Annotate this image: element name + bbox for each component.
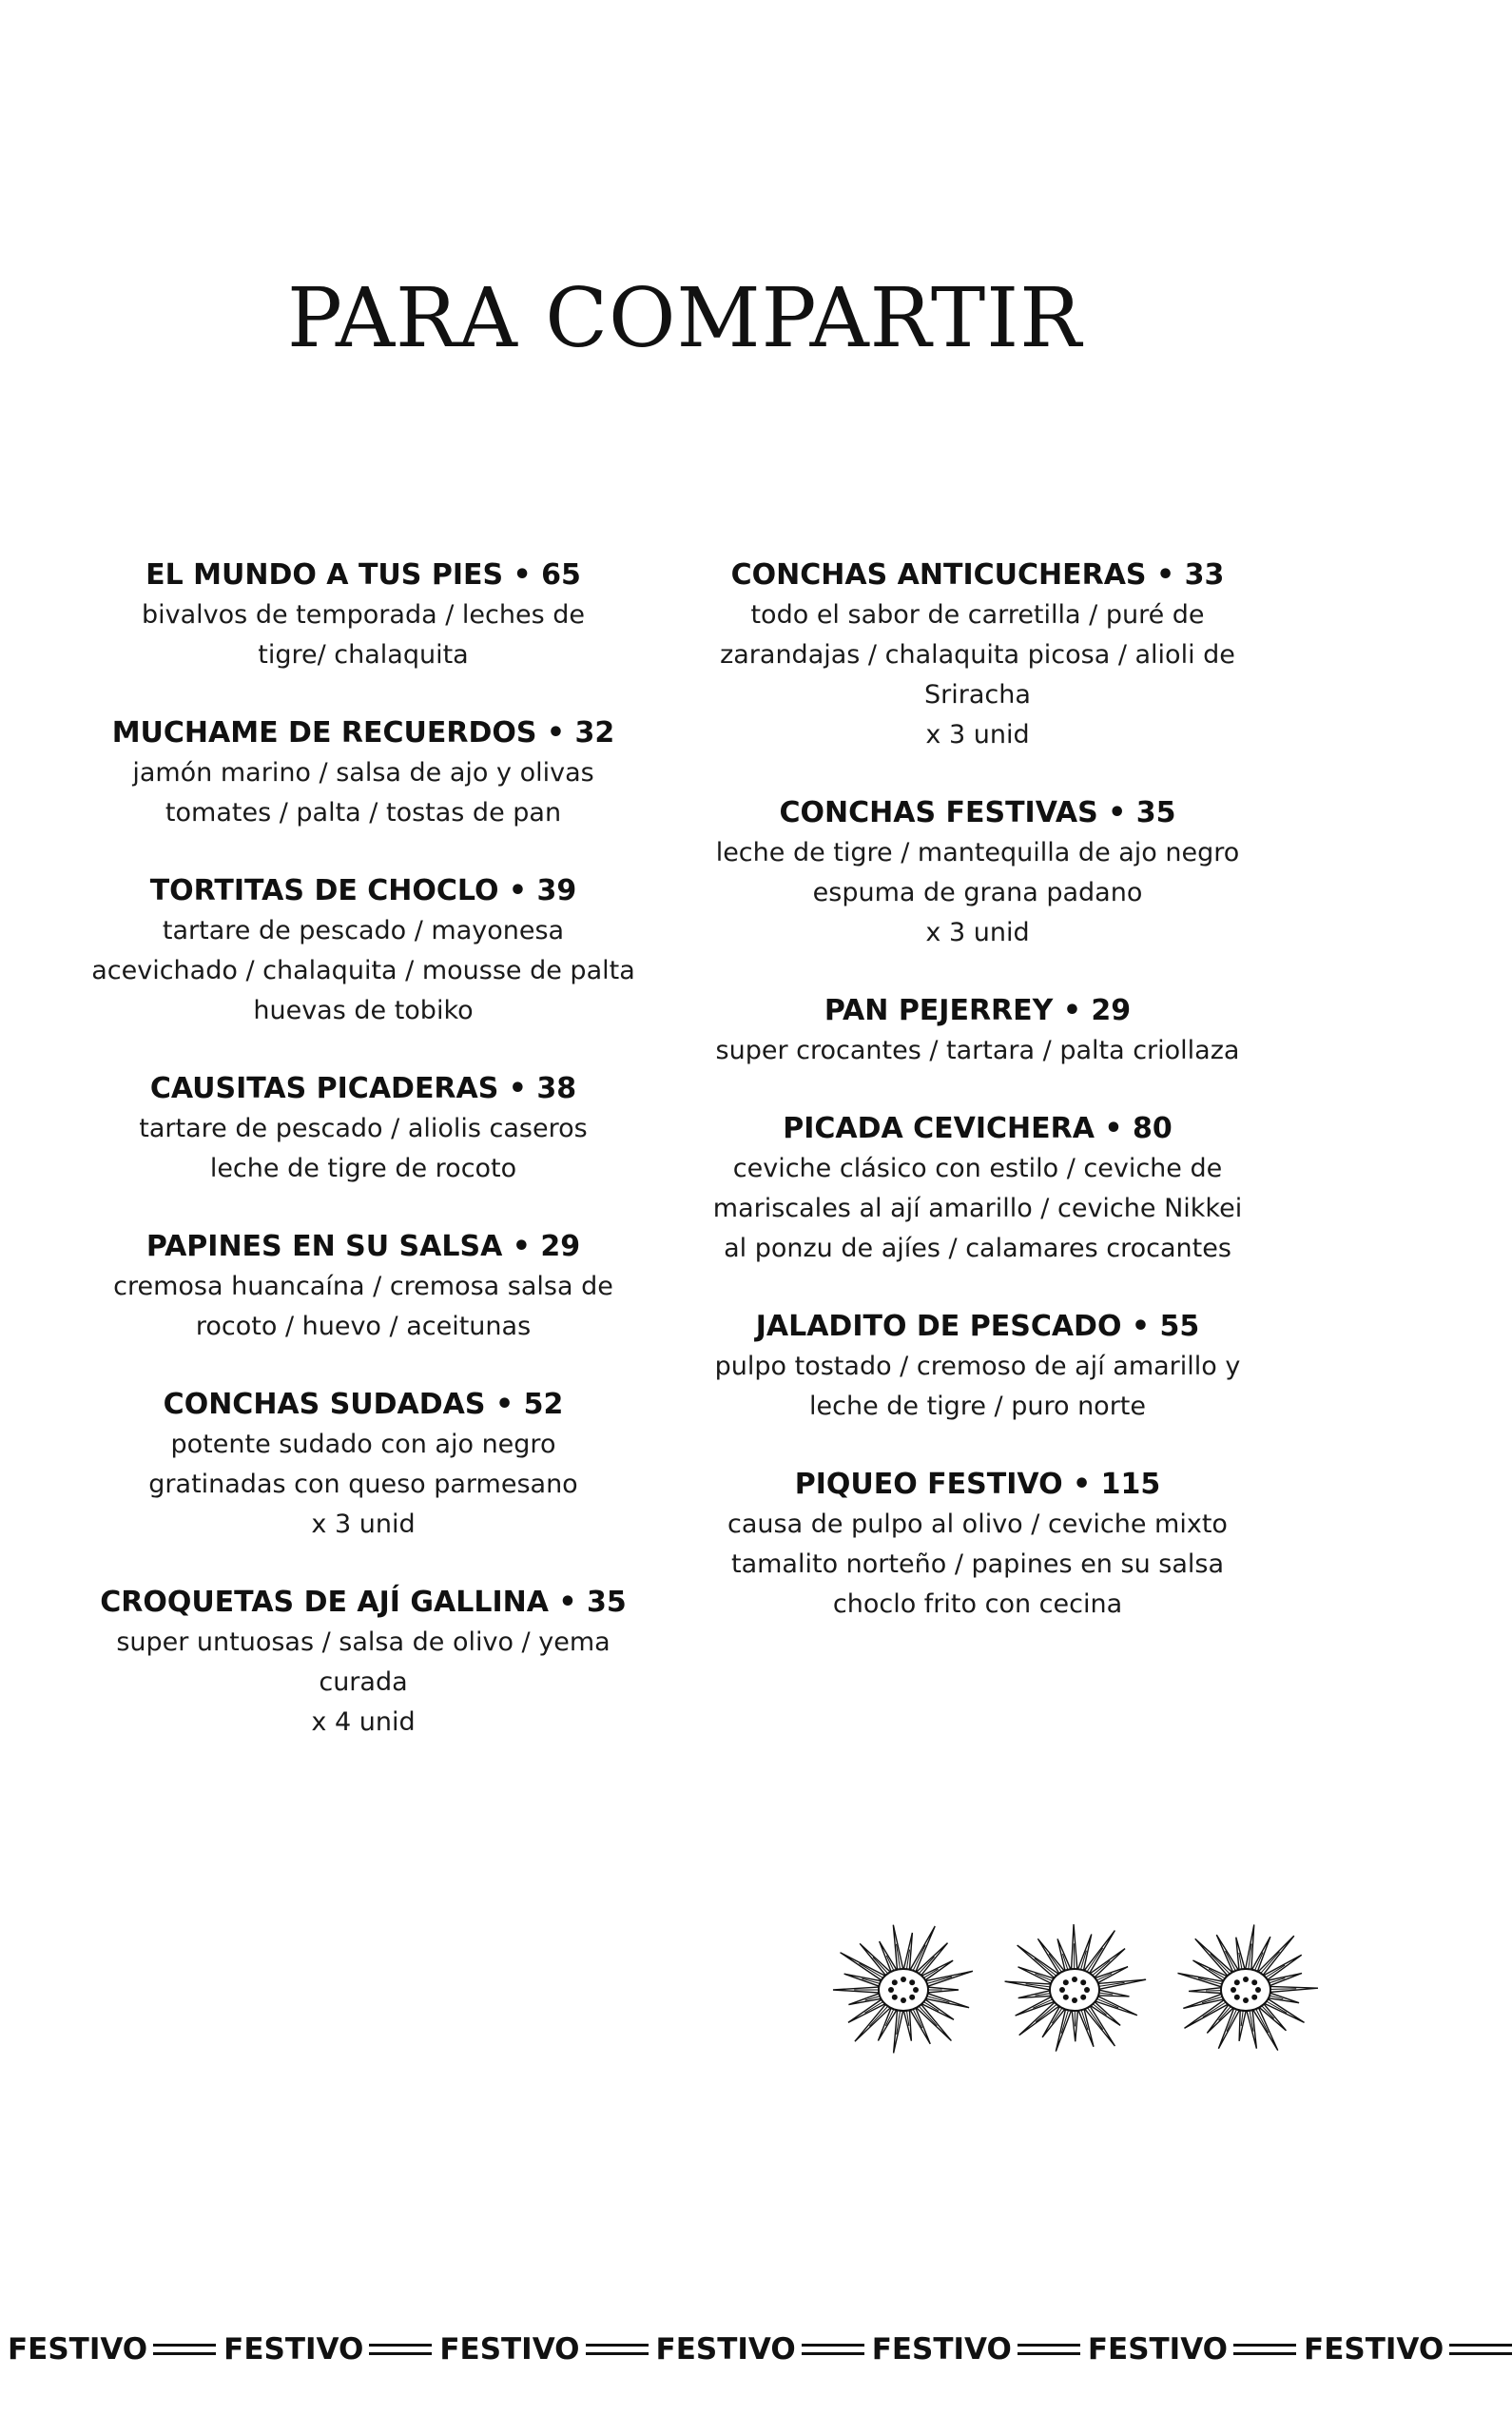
menu-item (683, 1307, 1272, 1427)
menu-item (68, 1583, 658, 1743)
menu-item-title: CAUSITAS PICADERAS • 38 (149, 1072, 577, 1105)
footer-word-festivo: FESTIVO (8, 2332, 148, 2367)
urchin-spine (1245, 1924, 1253, 1971)
menu-item-title: JALADITO DE PESCADO • 55 (755, 1310, 1200, 1343)
menu-item-title: PIQUEO FESTIVO • 115 (794, 1468, 1161, 1501)
menu-item-description: super crocantes / tartara / palta criollaza (715, 1036, 1240, 1065)
urchin-texture-dot (1080, 1995, 1086, 2000)
festivo-footer-band (0, 2321, 1444, 2378)
menu-item-description: tartare de pescado / aliolis caseros leche de tigre de rocoto (139, 1114, 588, 1183)
urchin-spine (894, 2008, 903, 2053)
menu-item-title: PAN PEJERREY • 29 (824, 994, 1132, 1027)
page-title: PARA COMPARTIR (286, 271, 1083, 366)
menu-item (68, 871, 658, 1031)
menu-item-description: bivalvos de temporada / leches de tigre/ chalaquita (142, 600, 585, 670)
footer-double-rule (1233, 2344, 1296, 2355)
urchin-texture-dot (1063, 1979, 1069, 1985)
footer-double-rule (802, 2344, 864, 2355)
urchin-texture-dot (913, 1987, 919, 1993)
menu-item-title: PICADA CEVICHERA • 80 (783, 1112, 1173, 1145)
menu-item (68, 713, 658, 833)
urchin-texture-dot (909, 1979, 915, 1985)
urchin-texture-dot (909, 1995, 915, 2000)
menu-item-description: todo el sabor de carretilla / puré de zarandajas / chalaquita picosa / alioli de Sriracha x 3 unid (720, 600, 1235, 750)
urchin-texture-dot (901, 1997, 906, 2003)
urchin-texture-dot (1231, 1987, 1236, 1993)
urchin-body (1050, 1969, 1099, 2011)
menu-item-title: CONCHAS SUDADAS • 52 (163, 1388, 564, 1421)
urchin-spine (893, 1925, 903, 1972)
menu-item-title: MUCHAME DE RECUERDOS • 32 (111, 716, 615, 750)
sea-urchin-icon (818, 1893, 989, 2074)
urchin-texture-dot (901, 1977, 906, 1982)
urchin-texture-dot (1243, 1977, 1249, 1982)
sea-urchin-icon (989, 1893, 1160, 2074)
menu-item-description: causa de pulpo al olivo / ceviche mixto tamalito norteño / papines en su salsa choclo frito con cecina (727, 1510, 1228, 1619)
urchin-texture-dot (1059, 1987, 1065, 1993)
footer-double-rule (586, 2344, 649, 2355)
footer-word-festivo: FESTIVO (655, 2332, 796, 2367)
urchin-texture-dot (1063, 1995, 1069, 2000)
menu-item-description: potente sudado con ajo negro gratinadas con queso parmesano x 3 unid (148, 1430, 578, 1539)
urchin-texture-dot (1234, 1995, 1240, 2000)
menu-item (683, 991, 1272, 1071)
menu-item-title: CROQUETAS DE AJÍ GALLINA • 35 (100, 1586, 627, 1619)
menu-item-description: super untuosas / salsa de olivo / yema curada x 4 unid (116, 1627, 611, 1737)
menu-item (68, 1227, 658, 1347)
menu-item-description: tartare de pescado / mayonesa acevichado / chalaquita / mousse de palta huevas de tobiko (91, 916, 635, 1025)
menu-item-description: cremosa huancaína / cremosa salsa de rocoto / huevo / aceitunas (113, 1272, 613, 1341)
urchin-texture-dot (888, 1987, 894, 1993)
urchin-texture-dot (892, 1995, 898, 2000)
menu-item-title: TORTITAS DE CHOCLO • 39 (149, 874, 577, 907)
urchin-texture-dot (1251, 1995, 1257, 2000)
menu-item-description: leche de tigre / mantequilla de ajo negro espuma de grana padano x 3 unid (715, 838, 1240, 947)
footer-word-festivo: FESTIVO (1304, 2332, 1444, 2367)
menu-item (683, 1109, 1272, 1269)
urchin-texture-dot (892, 1979, 898, 1985)
urchin-spine (1236, 1938, 1246, 1972)
footer-double-rule (153, 2344, 216, 2355)
urchin-texture-dot (1251, 1979, 1257, 1985)
footer-word-festivo: FESTIVO (223, 2332, 364, 2367)
menu-item (68, 1385, 658, 1545)
urchin-spine (903, 1933, 912, 1972)
menu-item-title: CONCHAS ANTICUCHERAS • 33 (730, 558, 1225, 592)
urchin-body (879, 1969, 928, 2011)
menu-item (683, 793, 1272, 953)
urchin-texture-dot (1072, 1977, 1077, 1982)
sea-urchin-illustrations (818, 1893, 1331, 2074)
menu-item (683, 555, 1272, 755)
urchin-body (1221, 1969, 1270, 2011)
footer-double-rule (369, 2344, 432, 2355)
menu-item-description: ceviche clásico con estilo / ceviche de mariscales al ají amarillo / ceviche Nikkei al ponzu de ajíes / calamares crocantes (712, 1154, 1243, 1263)
urchin-texture-dot (1072, 1997, 1077, 2003)
menu-item-description: jamón marino / salsa de ajo y olivas tomates / palta / tostas de pan (132, 758, 594, 828)
urchin-texture-dot (1080, 1979, 1086, 1985)
urchin-texture-dot (1234, 1979, 1240, 1985)
menu-item-description: pulpo tostado / cremoso de ají amarillo y leche de tigre / puro norte (714, 1352, 1241, 1421)
footer-word-festivo: FESTIVO (1087, 2332, 1229, 2367)
menu-column-right (683, 555, 1272, 1663)
footer-double-rule (1018, 2344, 1080, 2355)
menu-item (68, 1069, 658, 1189)
footer-word-festivo: FESTIVO (439, 2332, 580, 2367)
urchin-texture-dot (1255, 1987, 1261, 1993)
footer-word-festivo: FESTIVO (871, 2332, 1012, 2367)
urchin-texture-dot (1243, 1997, 1249, 2003)
menu-item (68, 555, 658, 675)
footer-double-rule (1449, 2344, 1512, 2355)
menu-item (683, 1465, 1272, 1625)
menu-item-title: EL MUNDO A TUS PIES • 65 (145, 558, 581, 592)
urchin-spine (1005, 1981, 1055, 1990)
menu-item-title: PAPINES EN SU SALSA • 29 (145, 1230, 581, 1263)
sea-urchin-icon (1160, 1893, 1331, 2074)
menu-column-left (68, 555, 658, 1781)
menu-item-title: CONCHAS FESTIVAS • 35 (779, 796, 1176, 829)
urchin-texture-dot (1084, 1987, 1090, 1993)
